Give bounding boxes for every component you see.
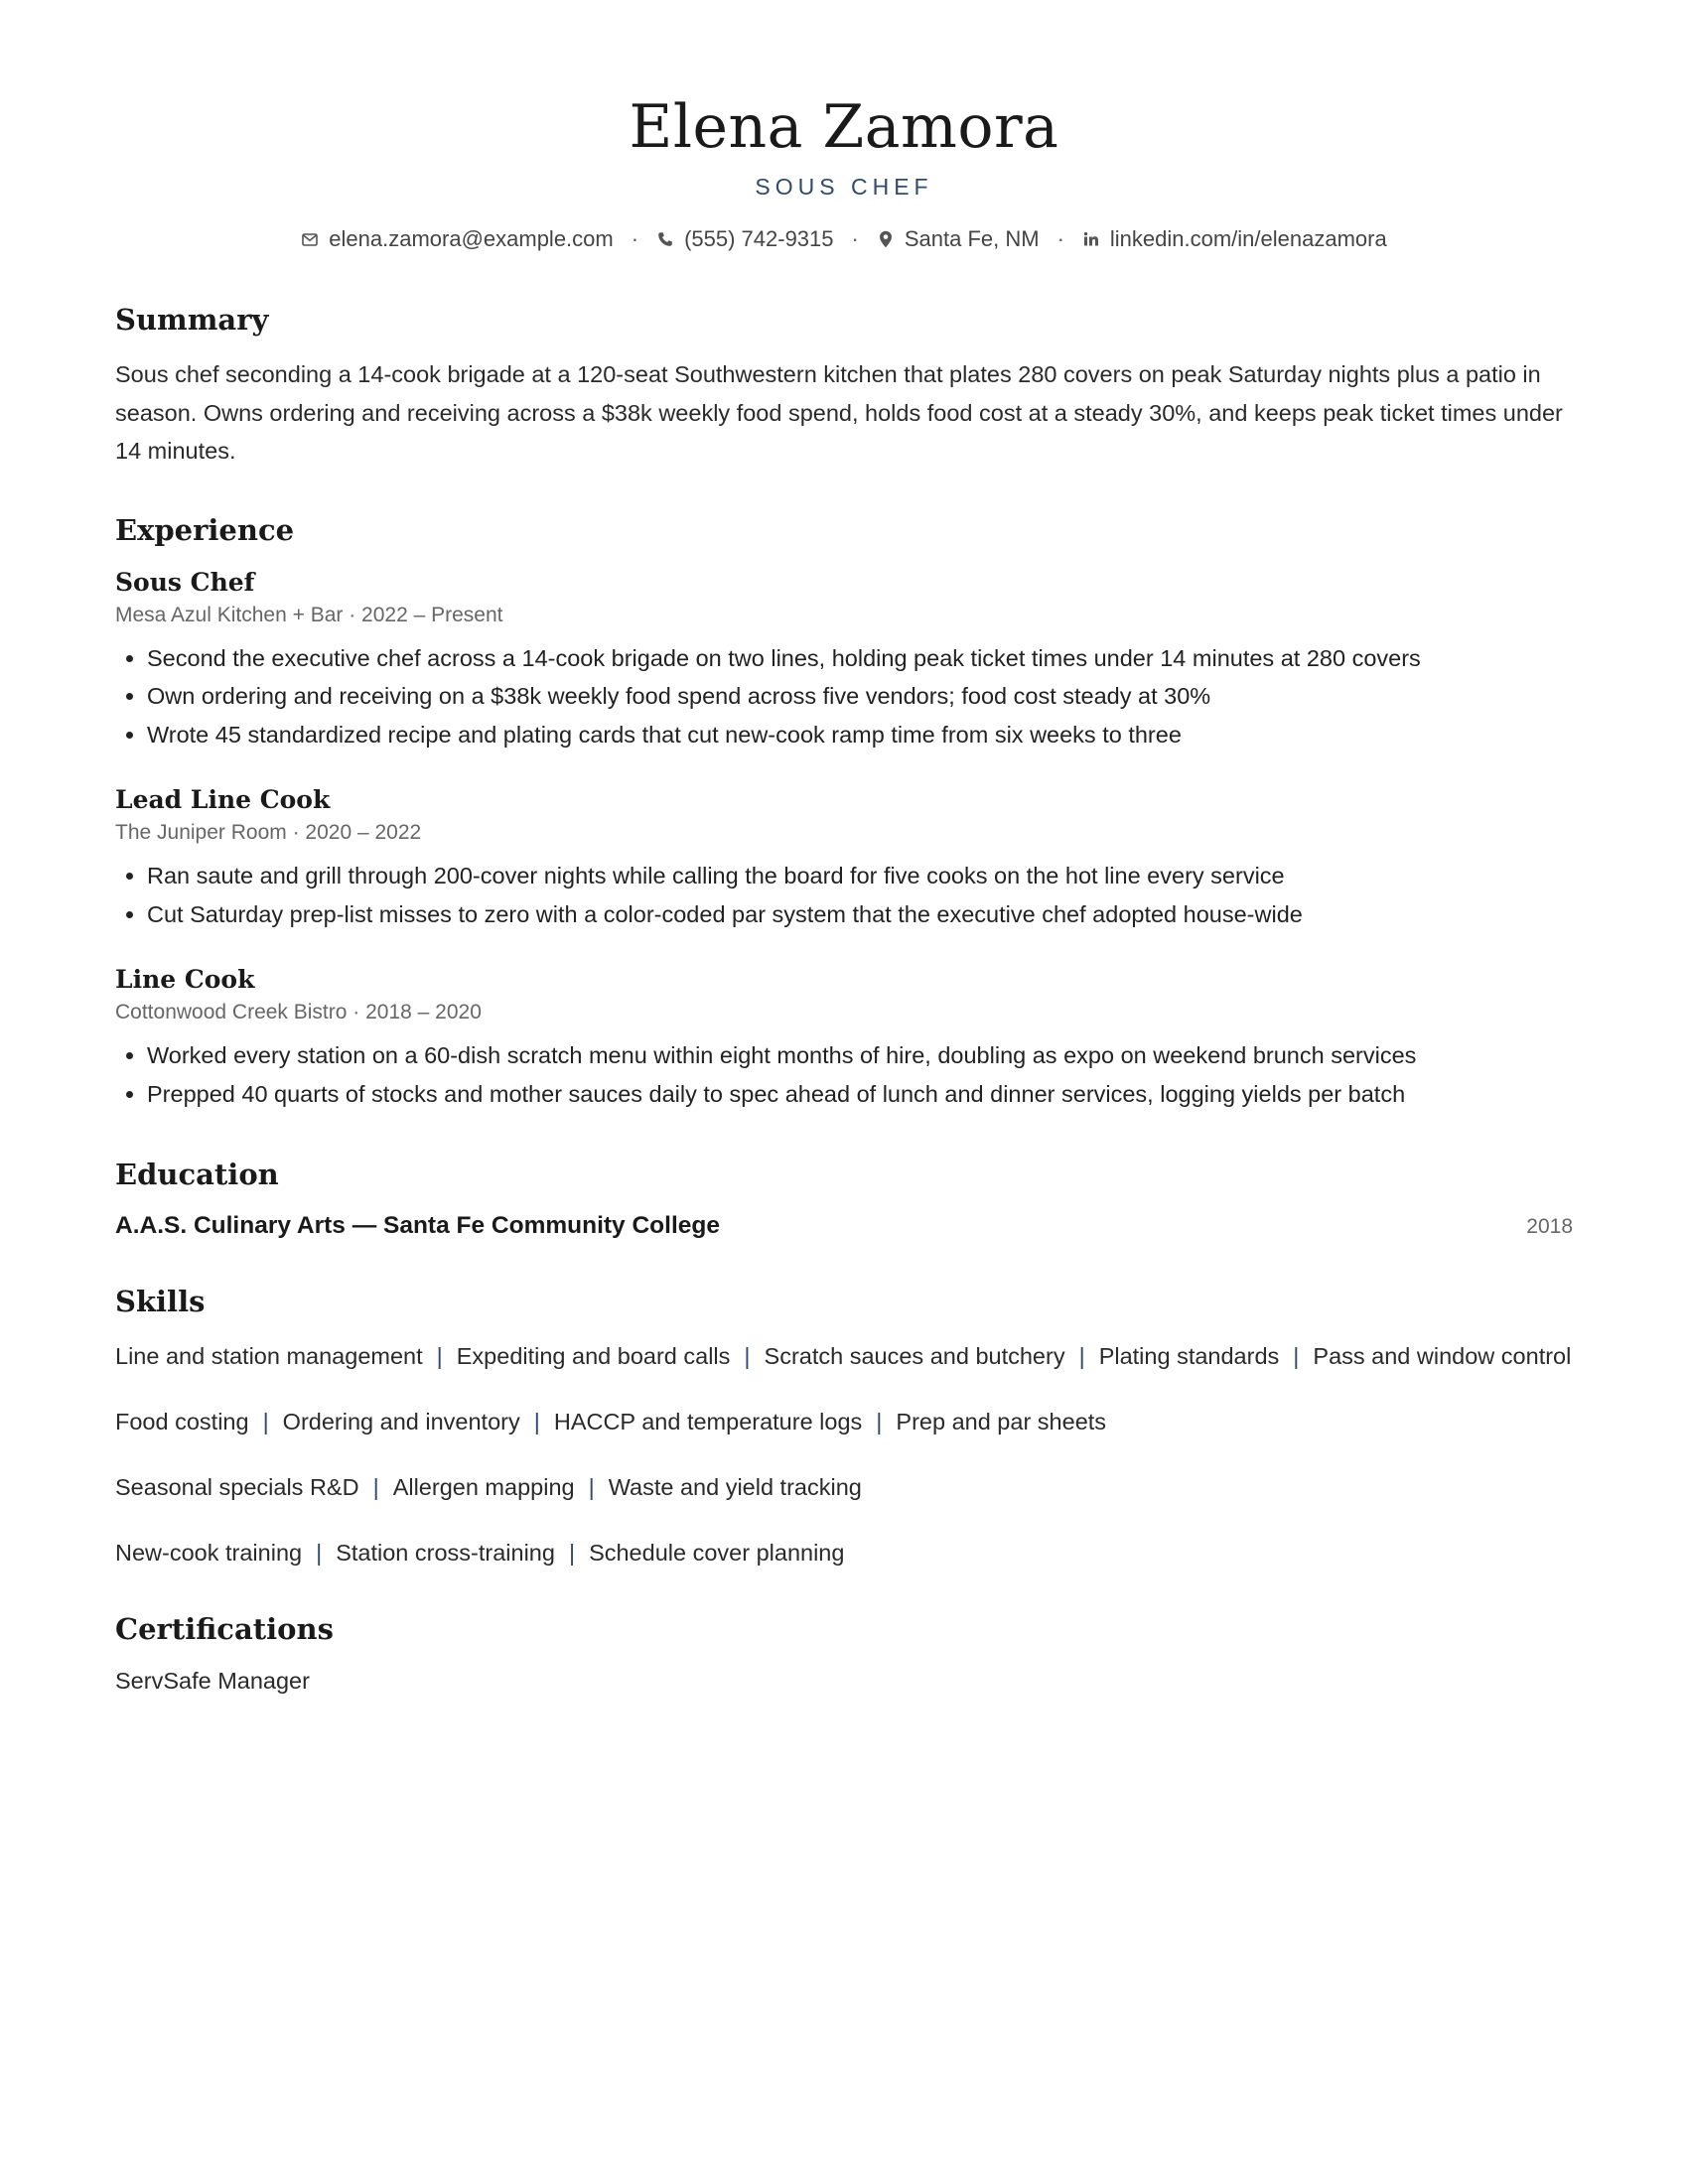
skill-item: Allergen mapping [392, 1474, 575, 1500]
job-entry [115, 783, 1573, 933]
job-meta: Mesa Azul Kitchen + Bar · 2022 – Present [115, 603, 503, 626]
skill-group [115, 1337, 1573, 1375]
bullet-item: • Own ordering and receiving on a $38k weekly food spend across five vendors; food cost steady at 30% [147, 677, 1573, 716]
skill-group [115, 1534, 1573, 1571]
skills-list [115, 1337, 1573, 1571]
bullet-item: • Prepped 40 quarts of stocks and mother sauces daily to spec ahead of lunch and dinner services, logging yields per batch [147, 1075, 1573, 1114]
job-entry [115, 566, 1573, 754]
skill-item: Pass and window control [1313, 1343, 1572, 1369]
education-section [115, 1157, 1573, 1240]
bullet-item: • Worked every station on a 60-dish scratch menu within eight months of hire, doubling as expo on weekend brunch services [147, 1036, 1573, 1075]
bullet-item: • Second the executive chef across a 14-cook brigade on two lines, holding peak ticket times under 14 minutes at 280 covers [147, 639, 1573, 678]
bullet-item: • Ran saute and grill through 200-cover nights while calling the board for five cooks on the hot line every service [147, 857, 1573, 895]
skill-separator: | [876, 1409, 883, 1434]
skill-separator: | [1293, 1343, 1300, 1369]
skill-separator: | [436, 1343, 443, 1369]
skill-item: Scratch sauces and butchery [764, 1343, 1065, 1369]
skill-separator: | [1078, 1343, 1085, 1369]
skills-section [115, 1284, 1573, 1571]
education-year: 2018 [1526, 1215, 1573, 1238]
skill-separator: | [588, 1474, 595, 1500]
skill-separator: | [316, 1540, 323, 1566]
bullet-item: • Cut Saturday prep-list misses to zero with a color-coded par system that the executive chef adopted house-wide [147, 895, 1573, 934]
contact-phone[interactable] [656, 224, 833, 254]
job-bullets [115, 639, 1573, 754]
skill-item: Seasonal specials R&D [115, 1474, 359, 1500]
skills-heading: Skills [115, 1285, 206, 1318]
location-pin-icon [877, 230, 895, 248]
skill-item: Food costing [115, 1409, 249, 1434]
skill-separator: | [568, 1540, 576, 1566]
job-entry [115, 963, 1573, 1113]
bullet-item: • Wrote 45 standardized recipe and plating cards that cut new-cook ramp time from six weeks to three [147, 716, 1573, 754]
experience-section [115, 512, 1573, 1114]
skill-item: HACCP and temperature logs [553, 1409, 863, 1434]
skill-item: Ordering and inventory [282, 1409, 520, 1434]
contact-location [877, 224, 1040, 254]
resume-header [115, 0, 1573, 254]
contact-separator: · [1056, 226, 1064, 251]
skill-item: Prep and par sheets [896, 1409, 1107, 1434]
skill-group [115, 1468, 1573, 1506]
location-text: Santa Fe, NM [904, 226, 1040, 251]
job-title: Line Cook [115, 965, 255, 994]
skill-item: Line and station management [115, 1343, 423, 1369]
job-meta: Cottonwood Creek Bistro · 2018 – 2020 [115, 1001, 482, 1024]
contact-linkedin[interactable] [1082, 224, 1387, 254]
contact-separator: · [851, 226, 859, 251]
summary-section [115, 302, 1573, 471]
education-entry [115, 1212, 1573, 1240]
skill-separator: | [744, 1343, 751, 1369]
education-degree: A.A.S. Culinary Arts — Santa Fe Community College [115, 1212, 720, 1239]
experience-heading: Experience [115, 512, 295, 547]
mail-icon [301, 230, 319, 248]
contact-separator: · [631, 226, 639, 251]
summary-heading: Summary [115, 303, 269, 337]
skill-item: Expediting and board calls [456, 1343, 731, 1369]
job-meta: The Juniper Room · 2020 – 2022 [115, 821, 422, 844]
phone-icon [656, 230, 674, 248]
certifications-section [115, 1611, 1573, 1697]
job-title: Sous Chef [115, 567, 255, 597]
skill-item: New-cook training [115, 1540, 303, 1566]
education-heading: Education [115, 1158, 279, 1191]
skill-item: Waste and yield tracking [608, 1474, 862, 1500]
candidate-name: Elena Zamora [629, 92, 1059, 162]
skill-separator: | [372, 1474, 379, 1500]
job-bullets [115, 1036, 1573, 1113]
contact-bar [115, 224, 1573, 254]
email-text: elena.zamora@example.com [329, 226, 614, 251]
skill-item: Station cross-training [336, 1540, 555, 1566]
summary-text: Sous chef seconding a 14-cook brigade at a 120-seat Southwestern kitchen that plates 280 covers on peak Saturday nights plus a patio in season. Owns ordering and receiving across a $38k weekly food spend, holds food cost at a steady 30%, and keeps peak ticket times under 14 minutes. [115, 361, 1563, 464]
linkedin-text: linkedin.com/in/elenazamora [1109, 226, 1387, 251]
phone-text: (555) 742-9315 [684, 226, 834, 251]
resume-page [115, 0, 1573, 1697]
job-title: Lead Line Cook [115, 785, 331, 814]
certifications-heading: Certifications [115, 1612, 334, 1646]
job-bullets [115, 857, 1573, 933]
skill-separator: | [262, 1409, 269, 1434]
skill-separator: | [533, 1409, 540, 1434]
certification-item: ServSafe Manager [115, 1668, 310, 1694]
linkedin-icon [1082, 230, 1100, 248]
skill-group [115, 1403, 1573, 1440]
job-role: SOUS CHEF [755, 174, 933, 200]
contact-email[interactable] [301, 224, 613, 254]
skill-item: Schedule cover planning [589, 1540, 845, 1566]
skill-item: Plating standards [1098, 1343, 1280, 1369]
